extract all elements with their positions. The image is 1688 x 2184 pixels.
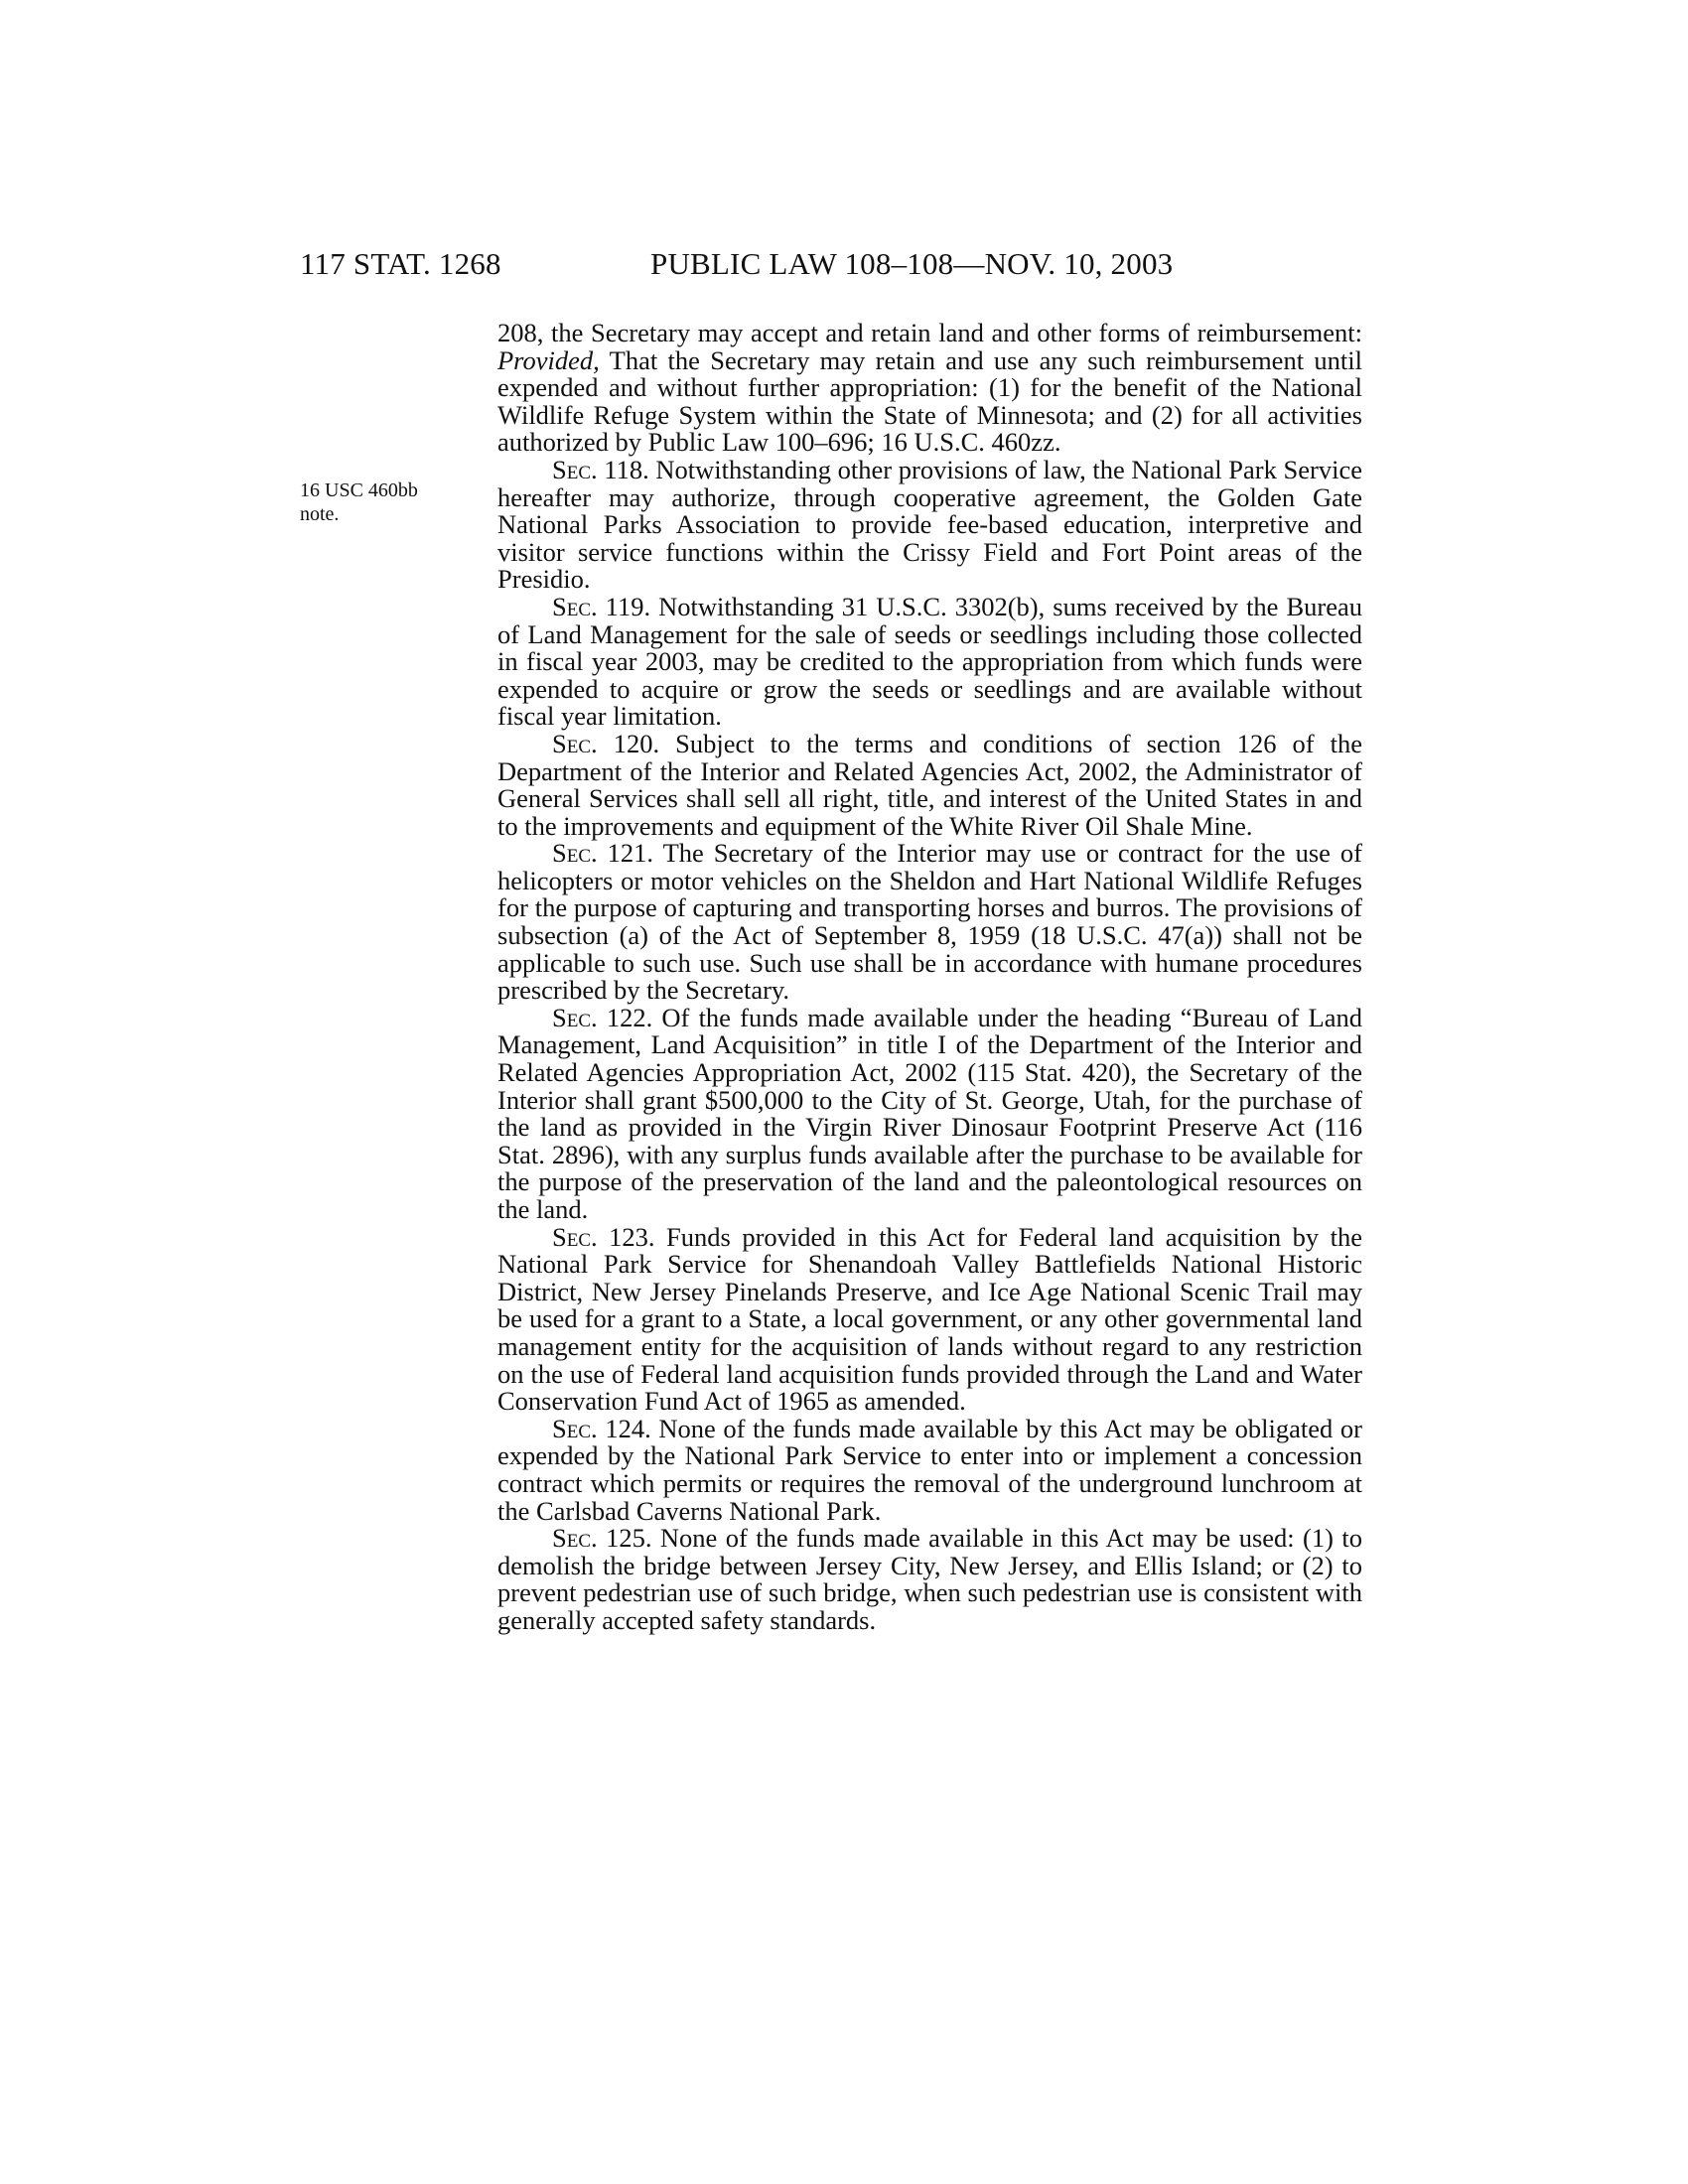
section-122: Sec. 122. Of the funds made available under the heading “Bureau of Land Management, Land Acquisition” in title I of the Department of the Interior and Related Agencies Appropriation Act, 2002 (115 Stat. 420), the Secretary of the Interior shall grant $500,000 to the City of St. George, Utah, for the purchase of the land as provided in the Virgin River Dinosaur Footprint Preserve Act (116 Stat. 2896), with any surplus funds available after the purchase to be available for the purpose of the preservation of the land and the paleontological resources on the land. xyxy=(497,1002,1362,1224)
section-label: Sec. xyxy=(552,1002,598,1032)
section-121: Sec. 121. The Secretary of the Interior may use or contract for the use of helicopters or motor vehicles on the Sheldon and Hart National Wildlife Refuges for the purpose of capturing and transporting horses and burros. The provisions of subsection (a) of the Act of September 8, 1959 (18 U.S.C. 47(a)) shall not be applicable to such use. Such use shall be in accordance with humane procedures prescribed by the Secretary. xyxy=(497,838,1362,1006)
section-label: Sec. xyxy=(552,1413,598,1443)
margin-note-label: note. xyxy=(300,503,340,525)
section-125: Sec. 125. None of the funds made available in this Act may be used: (1) to demolish the bridge between Jersey City, New Jersey, and Ellis Island; or (2) to prevent pedestrian use of such bridge, when such pedestrian use is consistent with generally accepted safety standards. xyxy=(497,1523,1362,1635)
section-label: Sec. xyxy=(552,454,598,484)
continued-paragraph: 208, the Secretary may accept and retain land and other forms of reimbursement: Provided, That the Secretary may retain and use any such reimbursement until expended and without further appropriation: (1) for the benefit of the National Wildlife Refuge System within the State of Minnesota; and (2) for all activities authorized by Public Law 100–696; 16 U.S.C. 460zz. xyxy=(497,318,1362,458)
section-123: Sec. 123. Funds provided in this Act for Federal land acquisition by the National Park Service for Shenandoah Valley Battlefields National Historic District, New Jersey Pinelands Preserve, and Ice Age National Scenic Trail may be used for a grant to a State, a local government, or any other governmental land management entity for the acquisition of lands without regard to any restriction on the use of Federal land acquisition funds provided through the Land and Water Conservation Fund Act of 1965 as amended. xyxy=(497,1221,1362,1417)
section-label: Sec. xyxy=(552,591,598,621)
section-label: Sec. xyxy=(552,1523,598,1554)
margin-note-citation: 16 USC 460bb xyxy=(300,479,418,501)
margin-citation-note xyxy=(300,478,449,526)
section-label: Sec. xyxy=(552,728,598,758)
section-120: Sec. 120. Subject to the terms and conditions of section 126 of the Department of the Interior and Related Agencies Act, 2002, the Administrator of General Services shall sell all right, title, and interest of the United States in and to the improvements and equipment of the White River Oil Shale Mine. xyxy=(497,728,1362,841)
page-citation: 117 STAT. 1268 xyxy=(300,246,501,281)
provided-term: Provided, xyxy=(497,344,600,375)
section-label: Sec. xyxy=(552,838,598,869)
document-body xyxy=(497,320,1362,1635)
section-119: Sec. 119. Notwithstanding 31 U.S.C. 3302(b), sums received by the Bureau of Land Management for the sale of seeds or seedlings including those collected in fiscal year 2003, may be credited to the appropriation from which funds were expended to acquire or grow the seeds or seedlings and are available without fiscal year limitation. xyxy=(497,591,1362,732)
section-118: Sec. 118. Notwithstanding other provisions of law, the National Park Service hereafter may authorize, through cooperative agreement, the Golden Gate National Parks Association to provide fee-based education, interpretive and visitor service functions within the Crissy Field and Fort Point areas of the Presidio. xyxy=(497,454,1362,595)
running-head: PUBLIC LAW 108–108—NOV. 10, 2003 xyxy=(650,246,1174,281)
section-label: Sec. xyxy=(552,1221,598,1252)
section-124: Sec. 124. None of the funds made available by this Act may be obligated or expended by the National Park Service to enter into or implement a concession contract which permits or requires the removal of the underground lunchroom at the Carlsbad Caverns National Park. xyxy=(497,1413,1362,1526)
